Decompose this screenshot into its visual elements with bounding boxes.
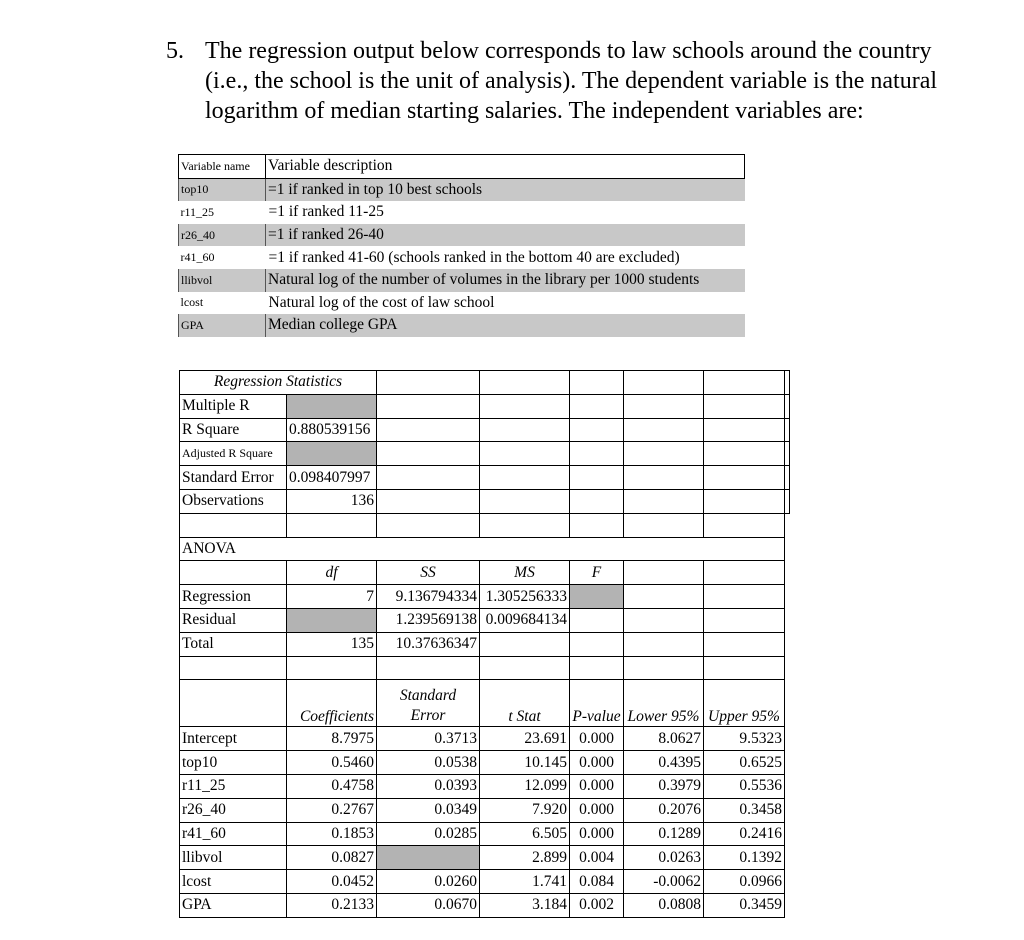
upper-95-header: Upper 95% [704, 680, 785, 727]
anova-regression-ss: 9.136794334 [377, 585, 480, 609]
coefficients-body [180, 727, 790, 917]
anova-residual-label: Residual [180, 608, 287, 632]
variable-description: =1 if ranked 11-25 [268, 203, 384, 221]
variable-row [179, 246, 745, 269]
lower-95-value: 0.3979 [624, 774, 704, 798]
lower-95-header: Lower 95% [624, 680, 704, 727]
variable-row [179, 292, 745, 315]
variable-table-header [179, 155, 745, 179]
anova-total-row [180, 632, 790, 656]
coefficient-row [180, 893, 790, 917]
coefficient-row [180, 846, 790, 870]
coefficient-value: 0.1853 [287, 822, 377, 846]
spacer-row [180, 513, 790, 537]
coefficient-value: 0.2767 [287, 798, 377, 822]
variable-name: r26_40 [179, 224, 266, 247]
t-stat-value: 6.505 [480, 822, 570, 846]
variable-table [178, 154, 745, 337]
coefficient-value: 0.0452 [287, 870, 377, 894]
lower-95-value: 0.2076 [624, 798, 704, 822]
p-value-value: 0.084 [570, 870, 624, 894]
variable-description-header: Variable description [266, 155, 745, 179]
spacer-row [180, 656, 790, 680]
t-stat-header: t Stat [480, 680, 570, 727]
t-stat-value: 2.899 [480, 846, 570, 870]
coefficient-value: 8.7975 [287, 727, 377, 751]
anova-ms-header: MS [480, 561, 570, 585]
standard-error-label: Standard Error [180, 466, 287, 490]
regression-statistics-title-row [180, 371, 790, 395]
question-number: 5. [166, 38, 184, 64]
adjusted-r-square-row [180, 442, 790, 466]
anova-residual-ss: 1.239569138 [377, 608, 480, 632]
anova-title: ANOVA [180, 537, 785, 561]
anova-ss-header: SS [377, 561, 480, 585]
p-value-value: 0.000 [570, 751, 624, 775]
variable-description: Median college GPA [266, 314, 745, 337]
t-stat-value: 1.741 [480, 870, 570, 894]
multiple-r-row [180, 394, 790, 418]
anova-regression-label: Regression [180, 585, 287, 609]
anova-regression-row [180, 585, 790, 609]
lower-95-value: 8.0627 [624, 727, 704, 751]
coefficient-row [180, 727, 790, 751]
variable-row [179, 178, 745, 201]
variable-name: GPA [179, 314, 266, 337]
coefficient-row-name: r41_60 [180, 822, 287, 846]
question-body: The regression output below corresponds to law schools around the country (i.e., the school is the unit of analysis). The dependent variable is the natural logarithm of median starting salaries. The independent variables are: [205, 38, 938, 124]
variable-row [179, 314, 745, 337]
anova-df-header: df [287, 561, 377, 585]
standard-error-header [377, 680, 480, 727]
variable-name: top10 [179, 178, 266, 201]
regression-statistics-title: Regression Statistics [180, 371, 377, 395]
adjusted-r-square-value-blank [287, 442, 377, 466]
coefficient-row-name: r26_40 [180, 798, 287, 822]
p-value-value: 0.000 [570, 798, 624, 822]
observations-value: 136 [287, 489, 377, 513]
variable-description: =1 if ranked in top 10 best schools [266, 178, 745, 201]
variable-name-header: Variable name [179, 155, 266, 179]
variable-name: r11_25 [180, 204, 215, 219]
anova-regression-ms: 1.305256333 [480, 585, 570, 609]
multiple-r-label: Multiple R [180, 394, 287, 418]
p-value-value: 0.002 [570, 893, 624, 917]
r-square-row [180, 418, 790, 442]
upper-95-value: 0.6525 [704, 751, 785, 775]
anova-header-row [180, 561, 790, 585]
coefficient-value: 0.2133 [287, 893, 377, 917]
lower-95-value: 0.0808 [624, 893, 704, 917]
anova-total-ss: 10.37636347 [377, 632, 480, 656]
adjusted-r-square-label: Adjusted R Square [180, 442, 287, 466]
question-text [166, 36, 966, 126]
p-value-value: 0.004 [570, 846, 624, 870]
upper-95-value: 0.1392 [704, 846, 785, 870]
r-square-value: 0.880539156 [287, 418, 377, 442]
observations-row [180, 489, 790, 513]
coefficient-value: 0.0827 [287, 846, 377, 870]
anova-total-label: Total [180, 632, 287, 656]
t-stat-value: 3.184 [480, 893, 570, 917]
lower-95-value: 0.1289 [624, 822, 704, 846]
variable-row [179, 201, 745, 224]
standard-error-value: 0.0285 [377, 822, 480, 846]
coefficient-row-name: llibvol [180, 846, 287, 870]
coefficients-header-row [180, 680, 790, 727]
standard-error-value: 0.098407997 [287, 466, 377, 490]
upper-95-value: 0.0966 [704, 870, 785, 894]
lower-95-value: 0.4395 [624, 751, 704, 775]
standard-error-header-line1: Standard [399, 687, 457, 705]
p-value-value: 0.000 [570, 822, 624, 846]
variable-row [179, 269, 745, 292]
coefficient-row-name: top10 [180, 751, 287, 775]
lower-95-value: -0.0062 [624, 870, 704, 894]
coefficient-value: 0.5460 [287, 751, 377, 775]
p-value-value: 0.000 [570, 727, 624, 751]
coefficient-row [180, 774, 790, 798]
variable-description: =1 if ranked 26-40 [266, 224, 745, 247]
coefficient-row [180, 822, 790, 846]
t-stat-value: 7.920 [480, 798, 570, 822]
r-square-label: R Square [180, 418, 287, 442]
standard-error-header-line2: Error [410, 707, 446, 725]
coefficient-row-name: r11_25 [180, 774, 287, 798]
variable-name: llibvol [179, 269, 266, 292]
anova-f-header: F [570, 561, 624, 585]
standard-error-value: 0.0349 [377, 798, 480, 822]
variable-name: r41_60 [180, 250, 215, 265]
anova-regression-df: 7 [287, 585, 377, 609]
anova-residual-row [180, 608, 790, 632]
coefficient-row-name: GPA [180, 893, 287, 917]
upper-95-value: 0.5536 [704, 774, 785, 798]
anova-residual-ms: 0.009684134 [480, 608, 570, 632]
variable-description: Natural log of the cost of law school [268, 293, 495, 311]
lower-95-value: 0.0263 [624, 846, 704, 870]
t-stat-value: 12.099 [480, 774, 570, 798]
anova-residual-df-blank [287, 608, 377, 632]
standard-error-value: 0.0538 [377, 751, 480, 775]
observations-label: Observations [180, 489, 287, 513]
coefficient-row [180, 751, 790, 775]
coefficient-row [180, 798, 790, 822]
upper-95-value: 0.3458 [704, 798, 785, 822]
coefficient-row [180, 870, 790, 894]
multiple-r-value-blank [287, 394, 377, 418]
anova-title-row [180, 537, 790, 561]
coefficient-row-name: Intercept [180, 727, 287, 751]
t-stat-value: 10.145 [480, 751, 570, 775]
anova-total-df: 135 [287, 632, 377, 656]
upper-95-value: 0.3459 [704, 893, 785, 917]
t-stat-value: 23.691 [480, 727, 570, 751]
standard-error-value: 0.0393 [377, 774, 480, 798]
standard-error-row [180, 466, 790, 490]
standard-error-value: 0.3713 [377, 727, 480, 751]
p-value-header: P-value [570, 680, 624, 727]
upper-95-value: 0.2416 [704, 822, 785, 846]
upper-95-value: 9.5323 [704, 727, 785, 751]
variable-description: Natural log of the number of volumes in the library per 1000 students [266, 269, 745, 292]
coefficients-header: Coefficients [287, 680, 377, 727]
standard-error-value: 0.0670 [377, 893, 480, 917]
standard-error-value-blank [377, 846, 480, 870]
variable-description: =1 if ranked 41-60 (schools ranked in the bottom 40 are excluded) [268, 248, 680, 266]
regression-output-table [179, 370, 790, 918]
variable-row [179, 224, 745, 247]
variable-name: lcost [180, 295, 204, 310]
coefficient-value: 0.4758 [287, 774, 377, 798]
anova-f-value-blank [570, 585, 624, 609]
coefficient-row-name: lcost [180, 870, 287, 894]
p-value-value: 0.000 [570, 774, 624, 798]
standard-error-value: 0.0260 [377, 870, 480, 894]
